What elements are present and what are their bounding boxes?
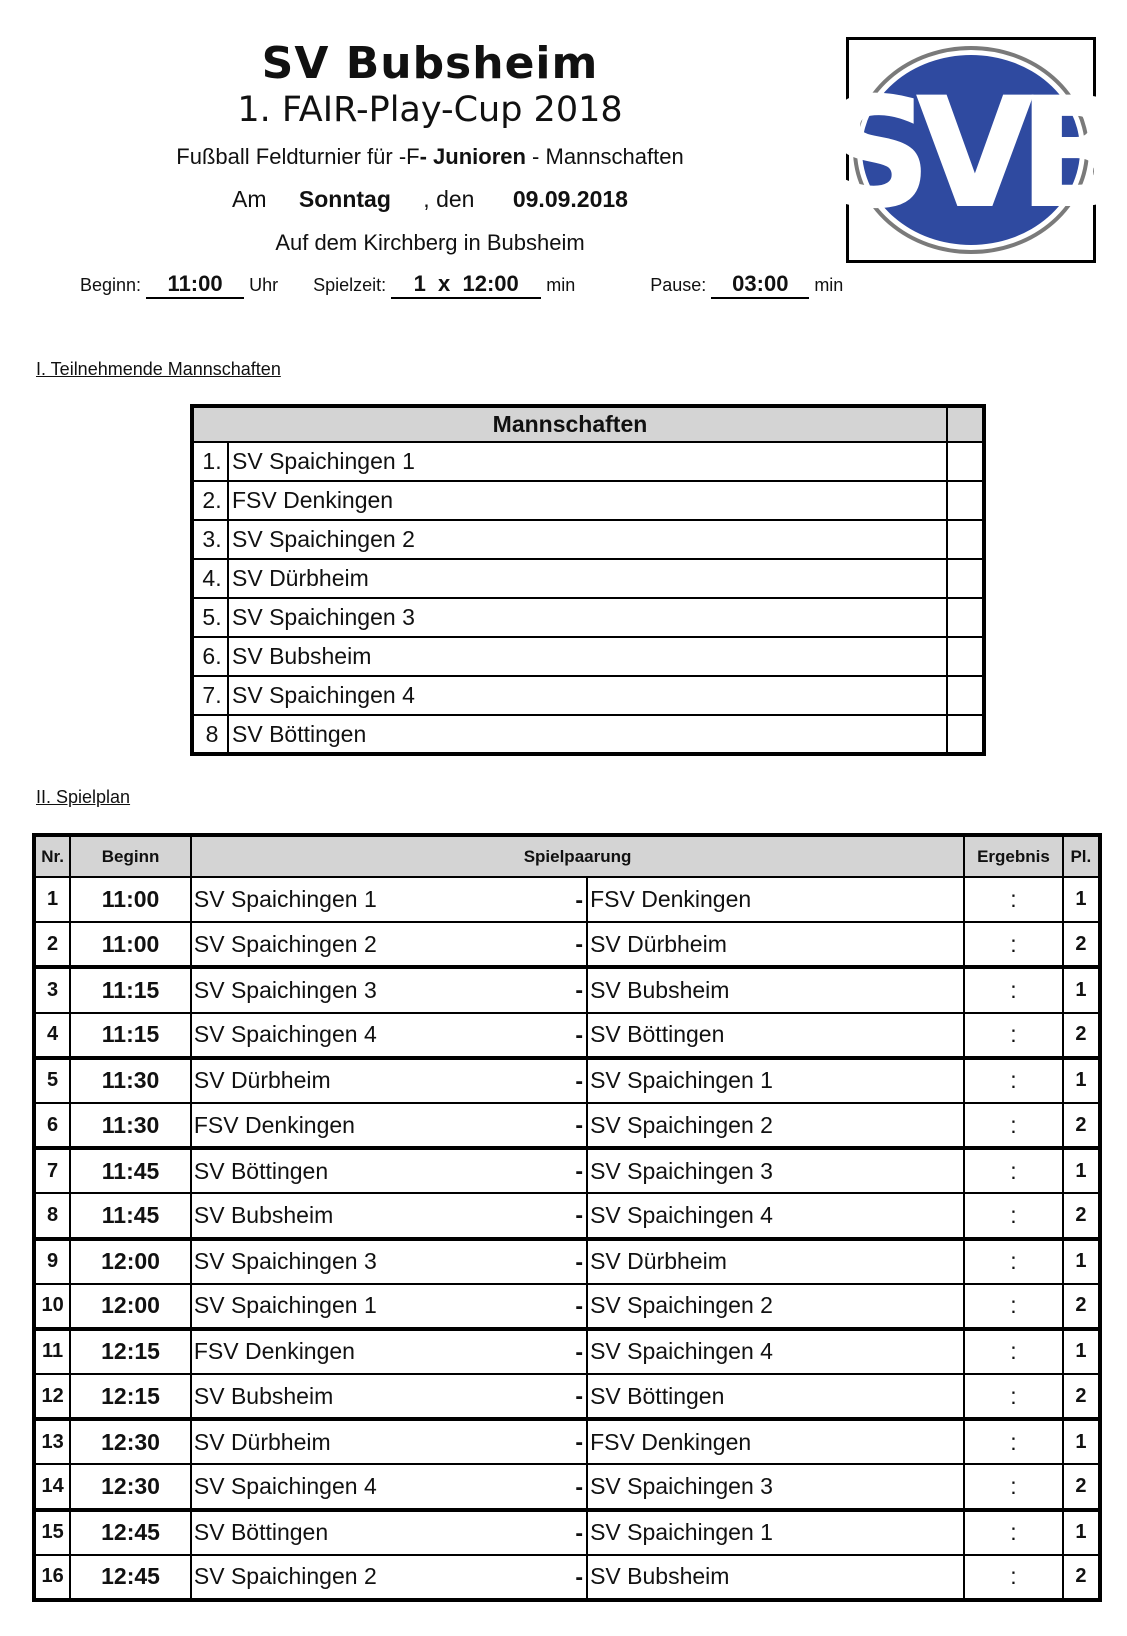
team-row [192,715,984,754]
team-extra-cell [947,559,984,598]
match-row [34,1193,1100,1238]
home-team-cell [191,967,587,1012]
team-row [192,481,984,520]
pairing-dash: - [575,1111,584,1138]
match-row [34,1510,1100,1555]
pitch-number: 2 [1063,1464,1100,1509]
subtitle-pre: Fußball Feldturnier für -F [176,144,420,169]
pairing-dash: - [575,1248,584,1275]
venue: Auf dem Kirchberg in Bubsheim [275,230,585,255]
match-time: 12:00 [70,1284,191,1329]
pitch-number: 1 [1063,1239,1100,1284]
match-row [34,1058,1100,1103]
col-nr: Nr. [34,835,70,877]
match-number: 7 [34,1148,70,1193]
match-number: 5 [34,1058,70,1103]
team-number: 7. [192,676,228,715]
match-number: 8 [34,1193,70,1238]
away-team: FSV Denkingen [587,877,964,922]
match-time: 12:15 [70,1329,191,1374]
result-cell[interactable]: : [964,1419,1063,1464]
team-row [192,442,984,481]
team-row [192,598,984,637]
result-cell[interactable]: : [964,1058,1063,1103]
match-time: 12:45 [70,1555,191,1600]
match-time: 11:45 [70,1148,191,1193]
pairing-dash: - [575,1021,584,1048]
match-row [34,1555,1100,1600]
result-cell[interactable]: : [964,1510,1063,1555]
team-extra-cell [947,637,984,676]
match-row [34,922,1100,967]
schedule-table [32,833,1102,1602]
club-logo [822,37,1120,263]
match-time: 12:00 [70,1239,191,1284]
match-number: 1 [34,877,70,922]
match-time: 11:00 [70,877,191,922]
pitch-number: 1 [1063,1419,1100,1464]
home-team: SV Spaichingen 1 [193,886,377,913]
home-team-cell [191,877,587,922]
date-value: 09.09.2018 [512,186,628,212]
result-cell[interactable]: : [964,1013,1063,1058]
home-team: SV Spaichingen 4 [193,1473,377,1500]
match-time: 12:30 [70,1419,191,1464]
match-number: 6 [34,1103,70,1148]
home-team-cell [191,1193,587,1238]
away-team: SV Spaichingen 1 [587,1058,964,1103]
team-name: SV Dürbheim [228,559,947,598]
result-cell[interactable]: : [964,1193,1063,1238]
pairing-dash: - [575,976,584,1003]
match-row [34,1374,1100,1419]
pitch-number: 2 [1063,1284,1100,1329]
match-time: 12:15 [70,1374,191,1419]
home-team: SV Dürbheim [193,1428,331,1455]
match-number: 13 [34,1419,70,1464]
spielzeit-unit: min [546,275,576,295]
team-number: 3. [192,520,228,559]
away-team: FSV Denkingen [587,1419,964,1464]
home-team: SV Spaichingen 2 [193,1563,377,1590]
match-time: 12:30 [70,1464,191,1509]
begin-unit: Uhr [249,275,279,295]
match-row [34,1329,1100,1374]
home-team: SV Spaichingen 2 [193,930,377,957]
result-cell[interactable]: : [964,1464,1063,1509]
pause-value: 03:00 [711,271,809,299]
home-team-cell [191,1058,587,1103]
pairing-dash: - [575,1382,584,1409]
match-time: 11:00 [70,922,191,967]
pairing-dash: - [575,1428,584,1455]
team-name: FSV Denkingen [228,481,947,520]
home-team-cell [191,922,587,967]
home-team-cell [191,1374,587,1419]
pause-label: Pause: [650,275,707,295]
away-team: SV Spaichingen 3 [587,1148,964,1193]
home-team-cell [191,1148,587,1193]
home-team-cell [191,1103,587,1148]
club-title: SV Bubsheim [261,38,599,89]
col-pl: Pl. [1063,835,1100,877]
pitch-number: 1 [1063,967,1100,1012]
spielzeit-label: Spielzeit: [313,275,387,295]
match-number: 11 [34,1329,70,1374]
team-name: SV Spaichingen 1 [228,442,947,481]
team-name: SV Spaichingen 3 [228,598,947,637]
match-number: 9 [34,1239,70,1284]
pitch-number: 2 [1063,1103,1100,1148]
col-spielpaarung: Spielpaarung [191,835,964,877]
subtitle-bold: - Junioren [419,144,526,169]
pitch-number: 1 [1063,1510,1100,1555]
tournament-subtitle [60,144,800,170]
pitch-number: 2 [1063,922,1100,967]
pitch-number: 1 [1063,1058,1100,1103]
match-row [34,1464,1100,1509]
team-row [192,676,984,715]
pitch-number: 1 [1063,1329,1100,1374]
team-row [192,520,984,559]
away-team: SV Spaichingen 2 [587,1284,964,1329]
result-cell[interactable]: : [964,1239,1063,1284]
pairing-dash: - [575,1292,584,1319]
team-row [192,559,984,598]
away-team: SV Spaichingen 1 [587,1510,964,1555]
match-row [34,1239,1100,1284]
team-number: 8 [192,715,228,754]
away-team: SV Dürbheim [587,922,964,967]
home-team: SV Bubsheim [193,1382,334,1409]
teams-header: Mannschaften [192,406,947,442]
pairing-dash: - [575,1067,584,1094]
home-team-cell [191,1329,587,1374]
result-cell[interactable]: : [964,1555,1063,1600]
pairing-dash: - [575,1563,584,1590]
home-team: SV Böttingen [193,1157,329,1184]
home-team-cell [191,1239,587,1284]
team-row [192,637,984,676]
pause-unit: min [814,275,844,295]
team-extra-cell [947,676,984,715]
result-cell[interactable]: : [964,1329,1063,1374]
begin-label: Beginn: [80,275,142,295]
team-name: SV Spaichingen 2 [228,520,947,559]
result-cell[interactable]: : [964,877,1063,922]
section-plan-heading: II. Spielplan [36,787,131,807]
match-time: 12:45 [70,1510,191,1555]
team-extra-cell [947,598,984,637]
match-row [34,1284,1100,1329]
match-row [34,967,1100,1012]
team-number: 6. [192,637,228,676]
teams-header-extra [947,406,984,442]
col-beginn: Beginn [70,835,191,877]
team-name: SV Bubsheim [228,637,947,676]
away-team: SV Böttingen [587,1374,964,1419]
home-team: SV Böttingen [193,1519,329,1546]
pairing-dash: - [575,1201,584,1228]
match-number: 12 [34,1374,70,1419]
home-team-cell [191,1419,587,1464]
pairing-dash: - [575,930,584,957]
pairing-dash: - [575,886,584,913]
team-extra-cell [947,481,984,520]
spielzeit-value: 1 x 12:00 [391,271,541,299]
pairing-dash: - [575,1338,584,1365]
team-extra-cell [947,715,984,754]
pitch-number: 2 [1063,1374,1100,1419]
pitch-number: 1 [1063,1148,1100,1193]
pitch-number: 2 [1063,1193,1100,1238]
away-team: SV Spaichingen 4 [587,1193,964,1238]
team-extra-cell [947,442,984,481]
team-name: SV Spaichingen 4 [228,676,947,715]
match-number: 15 [34,1510,70,1555]
match-row [34,1419,1100,1464]
begin-value: 11:00 [146,271,244,299]
home-team: SV Bubsheim [193,1201,334,1228]
match-time: 11:15 [70,1013,191,1058]
teams-table [190,404,986,756]
cup-title: 1. FAIR-Play-Cup 2018 [237,90,623,130]
match-row [34,1103,1100,1148]
away-team: SV Dürbheim [587,1239,964,1284]
home-team: SV Dürbheim [193,1067,331,1094]
date-line [60,186,800,213]
svb-logo-icon [822,40,1120,260]
result-cell[interactable]: : [964,1374,1063,1419]
home-team: FSV Denkingen [193,1111,355,1138]
pitch-number: 1 [1063,877,1100,922]
match-time: 11:30 [70,1103,191,1148]
away-team: SV Spaichingen 2 [587,1103,964,1148]
team-number: 1. [192,442,228,481]
home-team-cell [191,1555,587,1600]
pairing-dash: - [575,1473,584,1500]
match-number: 2 [34,922,70,967]
match-time: 11:45 [70,1193,191,1238]
away-team: SV Bubsheim [587,1555,964,1600]
match-time: 11:15 [70,967,191,1012]
home-team: SV Spaichingen 4 [193,1021,377,1048]
pitch-number: 2 [1063,1555,1100,1600]
match-number: 14 [34,1464,70,1509]
am-label: Am [232,186,267,212]
team-name: SV Böttingen [228,715,947,754]
home-team-cell [191,1510,587,1555]
den-label: , den [423,186,475,212]
result-cell[interactable]: : [964,1284,1063,1329]
away-team: SV Spaichingen 3 [587,1464,964,1509]
match-row [34,1013,1100,1058]
match-number: 16 [34,1555,70,1600]
home-team: SV Spaichingen 3 [193,1248,377,1275]
subtitle-post: - Mannschaften [525,144,684,169]
pitch-number: 2 [1063,1013,1100,1058]
pairing-dash: - [575,1519,584,1546]
result-cell[interactable]: : [964,1148,1063,1193]
home-team: SV Spaichingen 3 [193,976,377,1003]
home-team-cell [191,1284,587,1329]
home-team: FSV Denkingen [193,1338,355,1365]
match-row [34,877,1100,922]
away-team: SV Böttingen [587,1013,964,1058]
team-number: 2. [192,481,228,520]
home-team: SV Spaichingen 1 [193,1292,377,1319]
team-number: 5. [192,598,228,637]
result-cell[interactable]: : [964,922,1063,967]
match-number: 3 [34,967,70,1012]
home-team-cell [191,1464,587,1509]
match-number: 10 [34,1284,70,1329]
match-time: 11:30 [70,1058,191,1103]
result-cell[interactable]: : [964,1103,1063,1148]
section-teams-heading: I. Teilnehmende Mannschaften [36,359,281,379]
times-line [80,271,843,299]
team-extra-cell [947,520,984,559]
pairing-dash: - [575,1157,584,1184]
day-value: Sonntag [298,186,391,212]
away-team: SV Spaichingen 4 [587,1329,964,1374]
col-ergebnis: Ergebnis [964,835,1063,877]
home-team-cell [191,1013,587,1058]
match-number: 4 [34,1013,70,1058]
match-row [34,1148,1100,1193]
logo-text: SVB [822,67,1120,241]
team-number: 4. [192,559,228,598]
away-team: SV Bubsheim [587,967,964,1012]
result-cell[interactable]: : [964,967,1063,1012]
